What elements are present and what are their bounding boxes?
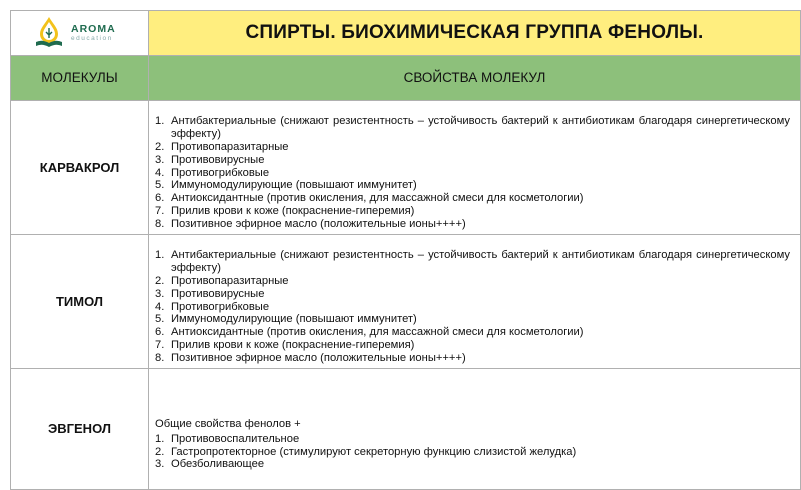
list-item [155, 352, 790, 365]
list-item [155, 433, 790, 446]
table-row [11, 235, 801, 369]
title-cell [149, 11, 801, 56]
item-number: 5. [155, 313, 165, 326]
item-number: 4. [155, 166, 165, 179]
properties-cell [149, 369, 801, 490]
item-number: 2. [155, 141, 165, 153]
list-item [155, 115, 790, 141]
item-text: Гастропротекторное (стимулируют секреторную функцию слизистой желудка) [171, 445, 577, 458]
item-number: 8. [155, 351, 165, 364]
item-number: 3. [155, 458, 165, 471]
drop-book-logo-icon [33, 16, 65, 50]
item-text: Обезболивающее [171, 458, 265, 471]
header-properties [149, 56, 801, 101]
item-text: Иммуномодулирующие (повышают иммунитет) [171, 179, 417, 192]
list-item [155, 179, 790, 192]
item-number: 1. [155, 432, 165, 445]
molecule-name: ЭВГЕНОЛ [48, 421, 111, 436]
item-text: Прилив крови к коже (покраснение-гиперемия) [171, 204, 415, 217]
item-text: Позитивное эфирное масло (положительные ионы++++) [171, 217, 466, 230]
properties-cell [149, 235, 801, 369]
molecule-cell [11, 235, 149, 369]
item-number: 4. [155, 300, 165, 313]
list-item [155, 326, 790, 339]
item-number: 6. [155, 192, 165, 205]
item-number: 1. [155, 249, 165, 262]
molecule-name: КАРВАКРОЛ [39, 159, 120, 175]
item-text: Противовоспалительное [171, 432, 300, 445]
item-text: Противопаразитарные [171, 275, 289, 287]
page-title: СПИРТЫ. БИОХИМИЧЕСКАЯ ГРУППА ФЕНОЛЫ. [245, 22, 704, 43]
molecule-cell [11, 101, 149, 235]
item-text: Антибактериальные (снижают резистентность – устойчивость бактерий к антибиотикам благодаря синергетическому эффекту) [171, 249, 790, 275]
item-text: Иммуномодулирующие (повышают иммунитет) [171, 313, 417, 326]
list-item [155, 154, 790, 167]
header-molecules [11, 56, 149, 101]
item-number: 7. [155, 338, 165, 351]
item-text: Позитивное эфирное масло (положительные ионы++++) [171, 351, 466, 364]
item-text: Антиоксидантные (против окисления, для массажной смеси для косметологии) [171, 192, 584, 205]
item-number: 3. [155, 287, 165, 300]
item-text: Антибактериальные (снижают резистентность – устойчивость бактерий к антибиотикам благодаря синергетическому эффекту) [171, 115, 790, 141]
list-item [155, 275, 790, 288]
item-number: 7. [155, 204, 165, 217]
item-text: Прилив крови к коже (покраснение-гиперемия) [171, 338, 415, 351]
logo-cell [11, 11, 149, 56]
molecule-name: ТИМОЛ [55, 293, 104, 309]
column-header-row [11, 56, 801, 101]
list-item [155, 339, 790, 352]
item-text: Противогрибковые [171, 166, 270, 179]
list-item [155, 167, 790, 180]
list-item [155, 288, 790, 301]
property-list [155, 433, 790, 471]
item-number: 2. [155, 445, 165, 458]
list-item [155, 218, 790, 231]
property-list [155, 115, 790, 230]
properties-cell [149, 101, 801, 235]
list-item [155, 301, 790, 314]
item-text: Противогрибковые [171, 300, 270, 313]
item-text: Противовирусные [171, 287, 265, 300]
property-list [155, 249, 790, 364]
molecule-cell [11, 369, 149, 490]
item-number: 3. [155, 153, 165, 166]
phenols-table [10, 10, 801, 490]
aroma-logo [11, 16, 148, 50]
item-number: 1. [155, 115, 165, 128]
item-number: 2. [155, 275, 165, 287]
list-item [155, 446, 790, 459]
common-properties-intro: Общие свойства фенолов + [155, 417, 301, 430]
brand-subtitle: education [71, 35, 113, 42]
brand-name: AROMA [71, 22, 116, 35]
list-item [155, 249, 790, 275]
list-item [155, 192, 790, 205]
item-text: Противовирусные [171, 153, 265, 166]
item-text: Противопаразитарные [171, 141, 289, 153]
list-item [155, 141, 790, 154]
list-item [155, 205, 790, 218]
list-item [155, 458, 790, 471]
item-number: 5. [155, 179, 165, 192]
item-number: 6. [155, 326, 165, 339]
list-item [155, 313, 790, 326]
title-row [11, 11, 801, 56]
item-number: 8. [155, 217, 165, 230]
header-properties-label: СВОЙСТВА МОЛЕКУЛ [403, 70, 546, 85]
table-row [11, 101, 801, 235]
table-row [11, 369, 801, 490]
header-molecules-label: МОЛЕКУЛЫ [41, 70, 118, 85]
item-text: Антиоксидантные (против окисления, для массажной смеси для косметологии) [171, 326, 584, 339]
